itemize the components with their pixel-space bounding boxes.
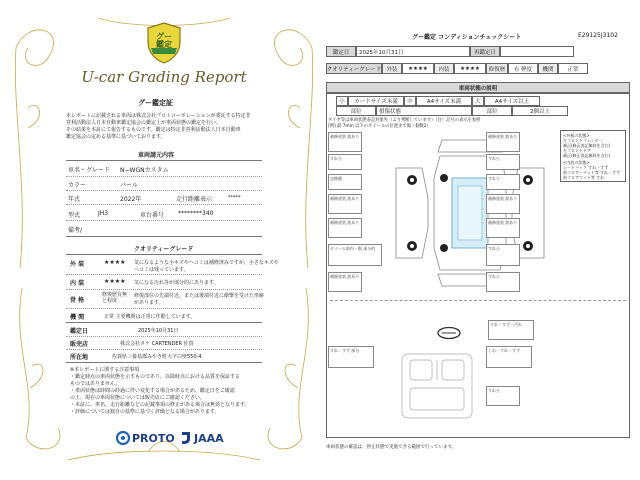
damage-box: 補修塗装 波あり — [328, 194, 362, 214]
frame-desc: があります。 — [134, 300, 164, 306]
chassis-value: ********340 — [178, 210, 214, 217]
intro-line: 鑑定協会の定める基準に基づいております。 — [66, 134, 166, 140]
exterior-label-cell: 外装 — [382, 63, 402, 74]
damage-legend-cell: 部位 — [336, 106, 376, 116]
grading-certificate — [8, 8, 320, 472]
guu-shield-logo — [146, 22, 182, 64]
sheet-title: グー鑑定 コンディションチェックシート — [412, 34, 522, 41]
interior-label: 内 装 — [70, 280, 85, 287]
color-label: カラー — [68, 182, 87, 189]
dealer-label: 販売店 — [70, 341, 89, 348]
car-interior-diagram — [392, 350, 482, 422]
intro-line: その結果を本証にて報告するものです。鑑定は特定非営利活動法人日本自動車 — [66, 127, 241, 133]
damage-box: すれ・すず 部分 — [328, 346, 374, 368]
interior-stars-cell: ★★★★ — [454, 63, 486, 74]
jaaa-logo-text: JAAA — [194, 431, 224, 445]
dealer-value: 株式会社タケ CARTENDER 佐賀 — [120, 341, 194, 347]
exterior-desc: 気になるような小キズやヘコミは補修済みですが、小さなキズや — [134, 260, 279, 266]
chassis-label: 車台番号 — [140, 212, 165, 219]
intro-line: 本レポートに記載される車両は株式会社プロトコーポレーションが委託する特定非 — [66, 113, 251, 119]
condition-check-sheet — [322, 8, 636, 472]
address-value: 佐賀県三養基郡みやき町大字白壁550-4 — [112, 354, 202, 360]
size-cell: A4サイズ以上 — [484, 96, 540, 106]
legend-line: <外板の状態> — [563, 133, 590, 138]
inspection-date-value: 2025年10月31日 — [138, 328, 179, 334]
damage-box: 補修塗装 波あり — [486, 132, 520, 152]
document-number: E29125J3102 — [578, 32, 618, 39]
note-line: ・本証に、車名、走行距離などの記載事項の修正がある場合は無効となります。 — [70, 402, 250, 408]
interior-stars: ★★★★ — [104, 278, 126, 285]
damage-box: 補修塗装 波あり — [328, 132, 362, 152]
size-cell: 小 — [336, 96, 348, 106]
note-line: ・車両状態は時間の経過に伴い変化する場合があるため、鑑定日をご確認 — [70, 388, 235, 394]
exterior-label: 外 装 — [70, 261, 85, 268]
frame-desc: 修復部位の先端付近、または後端付近に衝撃を受けた形跡 — [134, 293, 265, 299]
damage-box: 補修塗装 波あり — [328, 218, 362, 238]
mileage-label: 走行距離表示 — [176, 196, 213, 203]
exterior-stars: ★★★★ — [104, 259, 126, 266]
engine-desc: 正常 主要機関は正常に作動しています。 — [104, 314, 196, 320]
car-exterior-diagram — [382, 138, 558, 288]
report-banner: U-car Grading Report — [81, 68, 247, 86]
damage-box: ホイール前内・傷 部分的 — [328, 244, 382, 266]
damage-box: すれ小 — [486, 174, 520, 190]
size-cell: A4サイズ未満 — [416, 96, 472, 106]
year-label: 年式 — [68, 196, 81, 203]
damage-box: すれ小 — [486, 154, 520, 170]
re-inspection-label-cell: 再鑑定日 — [470, 46, 500, 57]
year-value: 2022年 — [120, 196, 142, 203]
damage-box: すれ・すず・汚れ — [488, 320, 534, 340]
damage-legend-cell: 部位 — [472, 106, 512, 116]
notes-label: 備考/ — [68, 227, 83, 234]
address-label: 所在地 — [70, 354, 89, 361]
certificate-title: グー鑑定証 — [138, 99, 173, 107]
repair-label-cell: 修復歴 — [486, 63, 508, 74]
proto-logo — [116, 430, 175, 446]
mileage-value: ***** — [228, 195, 241, 201]
legend-line: 前フロアマット等 すれ — [563, 175, 605, 180]
frame-label: 骨 格 — [70, 297, 85, 304]
legend-line: 補正(修正表記無料を含む) — [563, 143, 611, 148]
inspection-date-label: 鑑定日 — [70, 328, 89, 335]
legend-line: 左フロントフェンダー — [563, 138, 603, 143]
proto-logo-text: PROTO — [132, 431, 175, 445]
exterior-stars-cell: ★★★★ — [402, 63, 434, 74]
note-line: ・鑑定時点の車両状態を示すものであり、以降時点における品質を保証する — [70, 374, 241, 380]
car-name-value: N−WGNカスタム — [120, 167, 169, 174]
interior-label-cell: 内装 — [434, 63, 454, 74]
damage-box: しわ・すれ・すず — [486, 346, 532, 368]
engine-label-cell: 機関 — [538, 63, 558, 74]
date-value-cell: 2025年10月31日 — [356, 46, 470, 57]
model-label: 型式 — [68, 212, 81, 219]
quality-section-title: クオリティーグレード — [134, 246, 194, 253]
damage-box: 補修塗装 波あり — [328, 272, 362, 292]
note-line: ※本レポートに関する注意事項 — [70, 367, 140, 373]
jaaa-logo — [180, 430, 224, 446]
tire-note: タイヤ等は車両状態表記対象外（より判断しています）（注）記号の表示を参照 — [328, 118, 481, 123]
jaaa-mark-icon — [180, 431, 192, 445]
engine-value-cell: 正常 — [558, 63, 588, 74]
damage-box: 交換歴 — [328, 174, 362, 190]
note-line: ・評価については独自の基準に基づく評価となる場合があります。 — [70, 409, 220, 415]
color-value: パール — [120, 182, 138, 189]
legend-line: 前フロアーマット等 すれ・すず — [563, 170, 621, 175]
frame-sub-label: 修復歴有無と程度 — [102, 292, 128, 304]
size-cell: 中 — [404, 96, 416, 106]
damage-box: すれ小 — [486, 272, 520, 292]
sheet-footer-note: 車両状態の確認は、停止状態で実施できる範囲で行っています。 — [326, 445, 457, 450]
badge-text: グー 鑑定 — [156, 32, 172, 49]
note-line: ものではありません。 — [70, 381, 121, 387]
damage-box: 補修塗装 波あり — [486, 194, 520, 214]
vehicle-section-title: 車両請元内容 — [138, 152, 175, 159]
re-inspection-value-cell — [500, 46, 574, 57]
damage-legend-cell: 2個以上 — [512, 106, 568, 116]
proto-swirl-icon — [116, 431, 130, 445]
damage-box: 補修塗装 波あり — [486, 218, 520, 238]
engine-label: 機 関 — [70, 314, 85, 321]
repair-value-cell: 有 軽度 — [508, 63, 538, 74]
state-section-title: 車両状態の説明 — [326, 82, 630, 93]
legend-line: <内装の状態> — [563, 160, 590, 165]
size-cell: 大 — [472, 96, 484, 106]
exterior-desc: ヘコミは残っています。 — [134, 267, 189, 273]
legend-line: 補正(修正表記無料を含む) — [563, 153, 611, 158]
model-value: JH3 — [98, 210, 109, 217]
interior-desc: 気になる汚れ等が部分的にあります。 — [134, 280, 219, 286]
section-divider — [330, 300, 626, 301]
damage-legend-cell: 損傷状態 — [376, 106, 472, 116]
note-line: の上、現在の車両状態については販売店にご確認ください。 — [70, 395, 205, 401]
damage-box: すれ小 — [328, 154, 362, 170]
grade-label-cell: クオリティーグレード — [326, 63, 382, 74]
date-label-cell: 鑑定日 — [326, 46, 356, 57]
legend-line: 左フロントドア — [563, 148, 591, 153]
damage-box: すれ小 — [486, 244, 520, 266]
damage-box: すれ小 — [486, 386, 520, 406]
legend-line: シートバック すれ・すず — [563, 165, 609, 170]
car-name-label: 車名・グレード — [68, 167, 111, 174]
steering-wheel-icon — [436, 326, 462, 340]
size-cell: カードサイズ未満 — [348, 96, 404, 106]
condition-legend-box — [560, 130, 626, 182]
tire-note-example: [例] 最 7mm 以下のホイールの位置まで傷（個数2） — [328, 124, 431, 129]
intro-line: 営利活動法人日本自動車鑑定協会の鑑定士が車両状態の鑑定を行い、 — [66, 120, 222, 126]
